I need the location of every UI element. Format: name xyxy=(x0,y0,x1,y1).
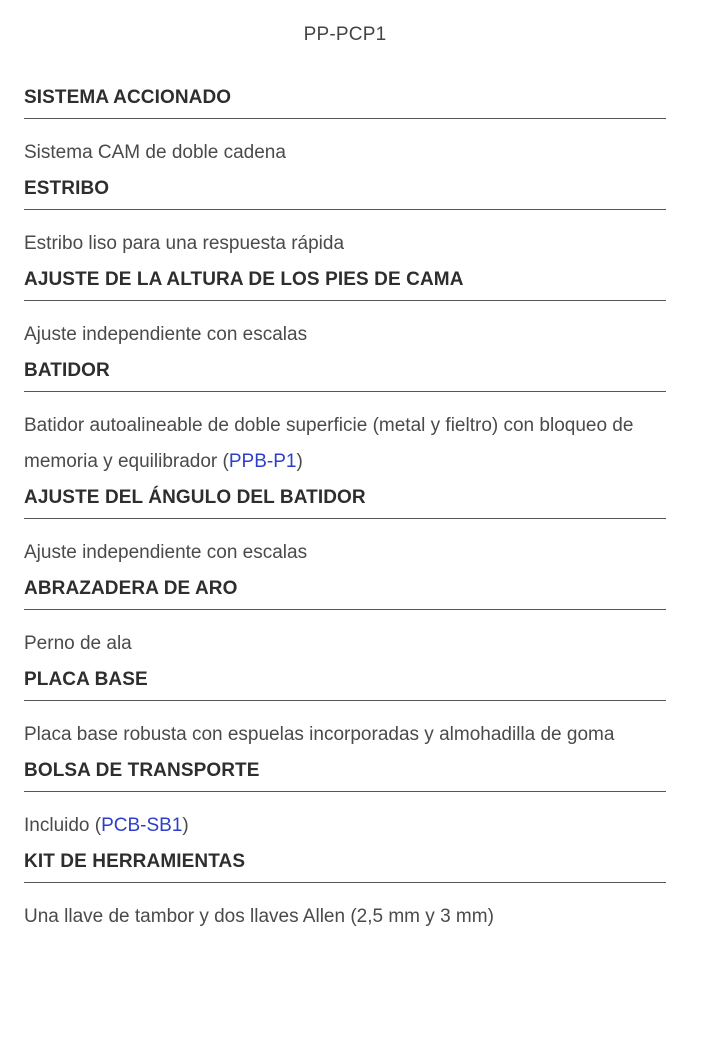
spec-value-text: Batidor autoalineable de doble superficie (metal y fieltro) con bloqueo de memoria y equilibrador ( xyxy=(24,415,634,472)
spec-title: KIT DE HERRAMIENTAS xyxy=(24,848,666,883)
spec-item-drive-system xyxy=(24,84,666,175)
spec-item-beater-angle xyxy=(24,484,666,575)
spec-title: SISTEMA ACCIONADO xyxy=(24,84,666,119)
spec-title: AJUSTE DEL ÁNGULO DEL BATIDOR xyxy=(24,484,666,519)
spec-title: ABRAZADERA DE ARO xyxy=(24,575,666,610)
beater-product-link[interactable]: PPB-P1 xyxy=(228,451,297,472)
spec-item-carrying-bag xyxy=(24,757,666,848)
spec-value-suffix: ) xyxy=(182,815,189,836)
spec-list xyxy=(24,84,666,939)
spec-value: Una llave de tambor y dos llaves Allen (2,5 mm y 3 mm) xyxy=(24,906,494,927)
spec-value: Placa base robusta con espuelas incorporadas y almohadilla de goma xyxy=(24,724,615,745)
spec-value: Perno de ala xyxy=(24,633,132,654)
spec-title: AJUSTE DE LA ALTURA DE LOS PIES DE CAMA xyxy=(24,266,666,301)
spec-value xyxy=(24,392,666,484)
spec-item-footboard xyxy=(24,175,666,266)
spec-value-text: Incluido ( xyxy=(24,815,102,836)
spec-title: PLACA BASE xyxy=(24,666,666,701)
spec-title: BATIDOR xyxy=(24,357,666,392)
spec-item-spur-height xyxy=(24,266,666,357)
spec-value xyxy=(24,792,666,848)
spec-title: ESTRIBO xyxy=(24,175,666,210)
model-code: PP-PCP1 xyxy=(303,24,387,45)
bag-product-link[interactable]: PCB-SB1 xyxy=(101,815,183,836)
spec-item-tool-kit xyxy=(24,848,666,939)
spec-title: BOLSA DE TRANSPORTE xyxy=(24,757,666,792)
spec-value: Sistema CAM de doble cadena xyxy=(24,142,286,163)
spec-value: Ajuste independiente con escalas xyxy=(24,542,308,563)
spec-value: Estribo liso para una respuesta rápida xyxy=(24,233,345,254)
spec-item-beater xyxy=(24,357,666,484)
spec-value: Ajuste independiente con escalas xyxy=(24,324,308,345)
spec-value-suffix: ) xyxy=(296,451,303,472)
spec-item-hoop-clamp xyxy=(24,575,666,666)
spec-item-base-plate xyxy=(24,666,666,757)
